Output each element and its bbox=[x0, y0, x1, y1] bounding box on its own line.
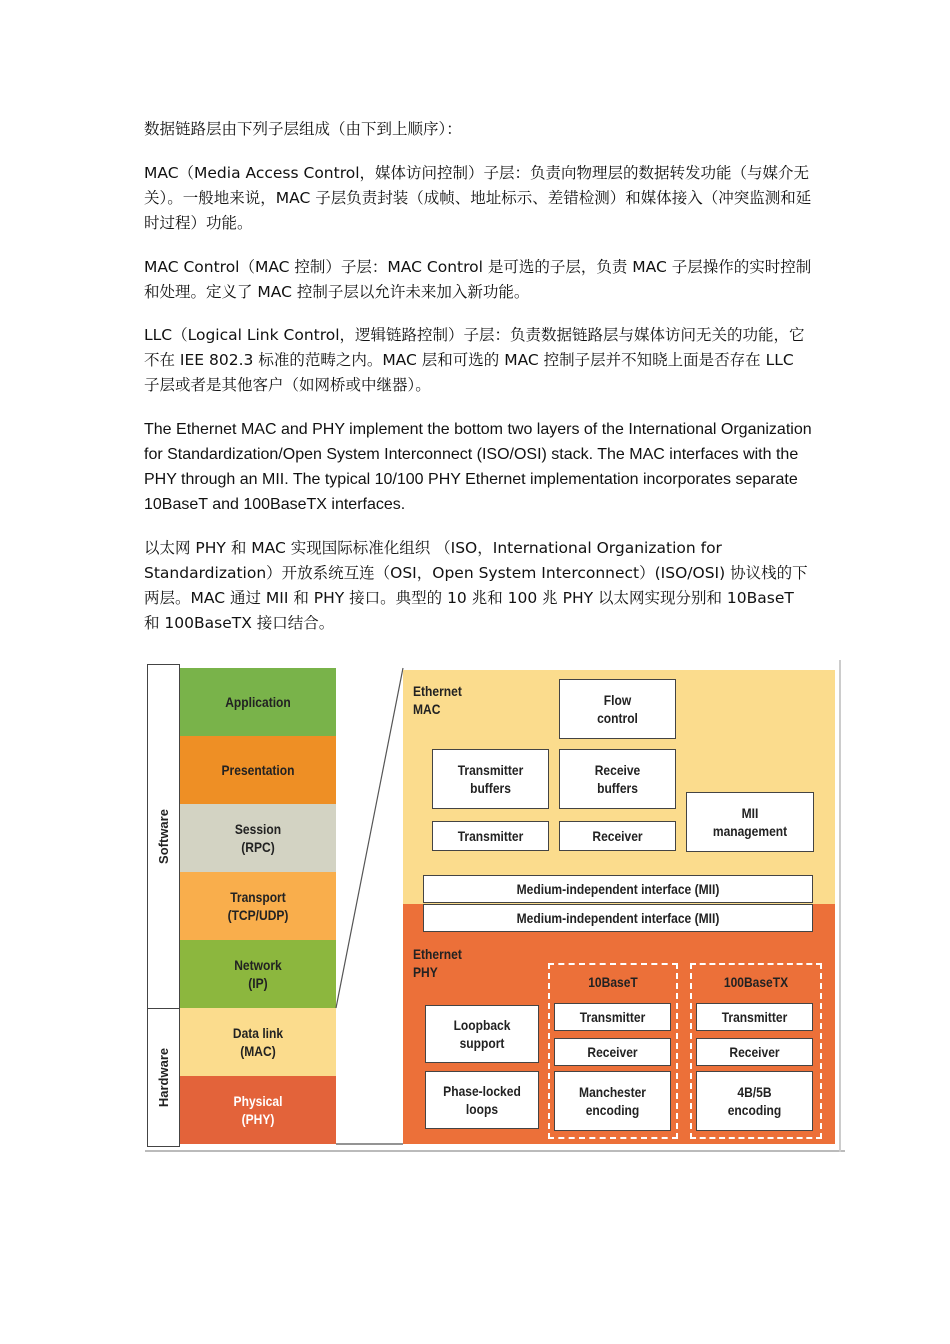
ethernet-osi-diagram bbox=[145, 660, 845, 1157]
tenbaset-title: 10BaseT bbox=[588, 974, 638, 990]
hundredbasetx-receiver-box: Receiver bbox=[696, 1038, 813, 1066]
ethernet-phy-title: Ethernet PHY bbox=[413, 946, 462, 980]
manchester-encoding-box: Manchester encoding bbox=[554, 1071, 671, 1131]
layer-application: Application bbox=[180, 668, 336, 736]
tenbaset-receiver-box: Receiver bbox=[554, 1038, 671, 1066]
paragraph-intro: 数据链路层由下列子层组成（由下到上顺序）： bbox=[144, 120, 462, 138]
layer-transport: Transport (TCP/UDP) bbox=[180, 872, 336, 940]
flow-control-box: Flow control bbox=[559, 679, 676, 739]
paragraph-mac: MAC（Media Access Control，媒体访问控制）子层：负责向物理层的数据转发功能（与媒介无关）。一般地来说，MAC 子层负责封装（成帧、地址标示、差错检测）和媒体接入（冲突监测和延时过程）功能。 bbox=[144, 164, 812, 232]
hundredbasetx-title: 100BaseTX bbox=[723, 974, 789, 990]
figure-bottom-edge bbox=[145, 1150, 845, 1152]
layer-data-link: Data link (MAC) bbox=[180, 1008, 336, 1076]
four-b-five-b-encoding-box: 4B/5B encoding bbox=[696, 1071, 813, 1131]
software-label: Software bbox=[156, 808, 171, 864]
paragraph-chinese-summary: 以太网 PHY 和 MAC 实现国际标准化组织 （ISO，International Organization for Standardization）开放系统互连（OSI，Open System Interconnect）(ISO/OSI) 协议栈的下两层。MAC 通过 MII 和 PHY 接口。典型的 10 兆和 100 兆 PHY 以太网实现分别和 10BaseT 和 100BaseTX 接口结合。 bbox=[144, 539, 808, 632]
layer-network: Network (IP) bbox=[180, 940, 336, 1008]
hardware-label: Hardware bbox=[156, 1047, 171, 1108]
mii-management-box: MII management bbox=[686, 792, 814, 852]
paragraph-mac-control: MAC Control（MAC 控制）子层：MAC Control 是可选的子层，负责 MAC 子层操作的实时控制和处理。定义了 MAC 控制子层以允许未来加入新功能。 bbox=[144, 258, 812, 301]
ethernet-mac-title: Ethernet MAC bbox=[413, 683, 462, 717]
loopback-support-box: Loopback support bbox=[425, 1005, 539, 1063]
tenbaset-transmitter-box: Transmitter bbox=[554, 1003, 671, 1031]
phase-locked-loops-box: Phase-locked loops bbox=[425, 1071, 539, 1129]
layer-physical: Physical (PHY) bbox=[180, 1076, 336, 1144]
mii-bar-upper: Medium-independent interface (MII) bbox=[423, 875, 813, 903]
receive-buffers-box: Receive buffers bbox=[559, 749, 676, 809]
figure-right-edge bbox=[839, 660, 841, 1152]
hundredbasetx-transmitter-box: Transmitter bbox=[696, 1003, 813, 1031]
transmitter-buffers-box: Transmitter buffers bbox=[432, 749, 549, 809]
paragraph-english: The Ethernet MAC and PHY implement the bottom two layers of the International Organization for Standardization/Open System Interconnect (ISO/OSI) stack. The MAC interfaces with the PHY through an MII. The typical 10/100 PHY Ethernet implementation incorporates separate 10BaseT and 100BaseTX interfaces. bbox=[144, 421, 812, 513]
mii-bar-lower: Medium-independent interface (MII) bbox=[423, 904, 813, 932]
layer-presentation: Presentation bbox=[180, 736, 336, 804]
paragraph-llc: LLC（Logical Link Control，逻辑链路控制）子层：负责数据链路层与媒体访问无关的功能，它不在 IEE 802.3 标准的范畴之内。MAC 层和可选的 MAC 控制子层并不知晓上面是否存在 LLC 子层或者是其他客户（如网桥或中继器）。 bbox=[144, 326, 805, 394]
layer-session: Session (RPC) bbox=[180, 804, 336, 872]
mac-transmitter-box: Transmitter bbox=[432, 821, 549, 851]
mac-receiver-box: Receiver bbox=[559, 821, 676, 851]
